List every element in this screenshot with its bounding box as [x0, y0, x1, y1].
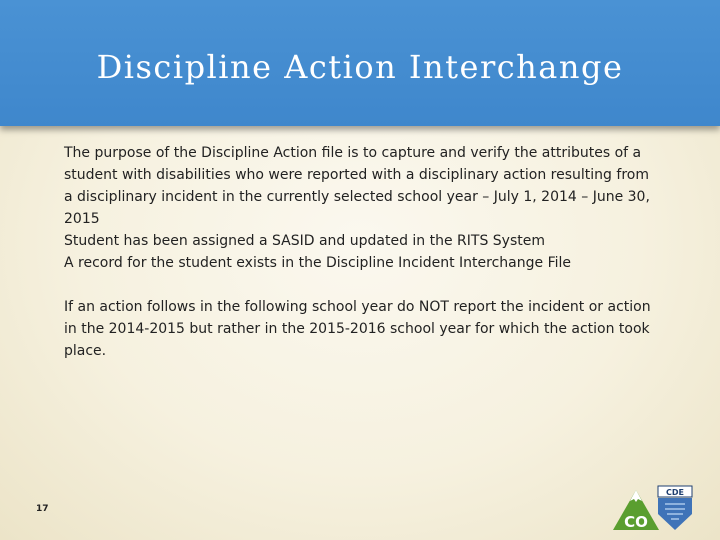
logo-co-text: CO — [624, 513, 648, 531]
requirement-sasid: Student has been assigned a SASID and updated in the RITS System — [64, 233, 546, 249]
cde-logo-icon — [613, 484, 695, 532]
requirements-block — [64, 230, 654, 274]
slide-content — [64, 142, 654, 362]
title-bar — [0, 0, 720, 126]
logo-cde-text: CDE — [666, 488, 684, 497]
following-year-paragraph: If an action follows in the following school year do NOT report the incident or action in the 2014-2015 but rather in the 2015-2016 school year for which the action took place. — [64, 299, 651, 359]
slide-title: Discipline Action Interchange — [96, 48, 624, 86]
purpose-paragraph: The purpose of the Discipline Action file is to capture and verify the attributes of a student with disabilities who were reported with a disciplinary action resulting from a disciplinary incident in the currently selected school year – July 1, 2014 – June 30, 2015 — [64, 145, 650, 227]
requirement-incident-record: A record for the student exists in the Discipline Incident Interchange File — [64, 255, 572, 271]
slide-number: 17 — [36, 504, 49, 514]
